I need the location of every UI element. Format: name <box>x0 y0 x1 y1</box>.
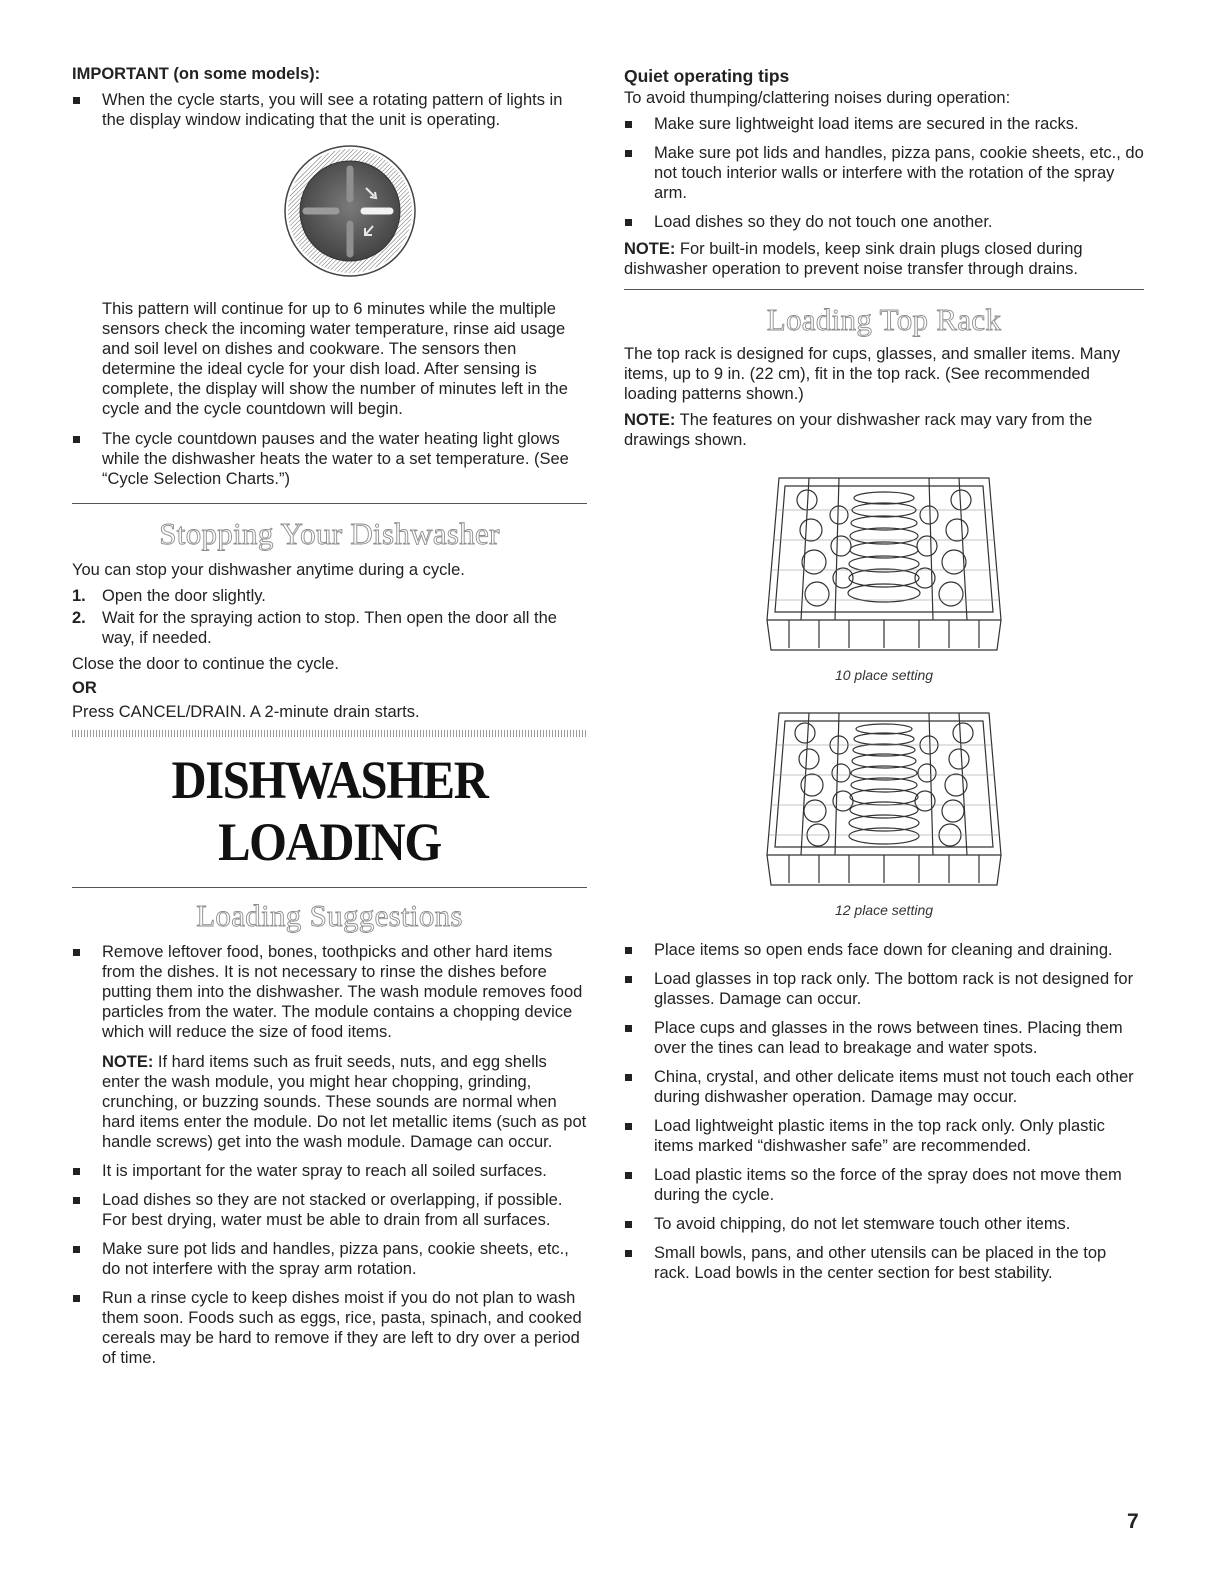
display-figure <box>72 144 587 283</box>
divider <box>72 887 587 888</box>
or-label: OR <box>72 679 97 697</box>
loading-suggestions-title: Loading Suggestions <box>196 898 463 933</box>
important-heading: IMPORTANT (on some models): <box>72 65 321 83</box>
note-hard-items <box>102 1052 587 1152</box>
top-rack-bullet: Load lightweight plastic items in the top rack only. Only plastic items marked “dishwasher safe” are recommended. <box>624 1116 1144 1156</box>
quiet-bullet: Make sure lightweight load items are secured in the racks. <box>624 114 1144 134</box>
top-rack-intro: The top rack is designed for cups, glasses, and smaller items. Many items, up to 9 in. (22 cm), fit in the top rack. (See recommended loading patterns shown.) <box>624 345 1121 403</box>
bullet-pot-lids: Make sure pot lids and handles, pizza pans, cookie sheets, etc., do not interfere with the spray arm rotation. <box>72 1239 587 1279</box>
left-column <box>72 62 587 1377</box>
quiet-tips-title: Quiet operating tips <box>624 66 790 86</box>
bullet-countdown-pauses: The cycle countdown pauses and the water heating light glows while the dishwasher heats the water to a set temperature. (See “Cycle Selection Charts.”) <box>72 429 587 489</box>
right-column <box>624 62 1144 1292</box>
rack-figure-12 <box>624 705 1144 918</box>
step-number: 2. <box>72 609 86 627</box>
step-text: Wait for the spraying action to stop. Then open the door all the way, if needed. <box>102 609 557 647</box>
note-text: For built-in models, keep sink drain plugs closed during dishwasher operation to prevent noise transfer through drains. <box>624 240 1083 278</box>
note-label: NOTE: <box>624 411 676 429</box>
caption-10-place: 10 place setting <box>834 667 934 683</box>
top-rack-bullet: Place cups and glasses in the rows between tines. Placing them over the tines can lead to breakage and water spots. <box>624 1018 1144 1058</box>
step-text: Open the door slightly. <box>102 587 266 605</box>
top-rack-bullet: Load glasses in top rack only. The bottom rack is not designed for glasses. Damage can occur. <box>624 969 1144 1009</box>
page-number: 7 <box>1127 1510 1139 1533</box>
bullet-remove-leftover: Remove leftover food, bones, toothpicks and other hard items from the dishes. It is not necessary to rinse the dishes before putting them into the dishwasher. The wash module removes food particles from the water. The module contains a chopping device which will reduce the size of food items. <box>72 942 587 1042</box>
divider <box>72 503 587 504</box>
pattern-paragraph: This pattern will continue for up to 6 minutes while the multiple sensors check the incoming water temperature, rinse aid usage and soil level on dishes and cookware. The sensors then determine the ideal cycle for your dish load. After sensing is complete, the display will show the number of minutes left in the cycle and the cycle countdown will begin. <box>102 300 568 418</box>
divider <box>624 289 1144 290</box>
note-text: If hard items such as fruit seeds, nuts, and egg shells enter the wash module, you might hear chopping, grinding, crunching, or buzzing sounds. These sounds are normal when hard items enter the module. Do not let metallic items (such as pot handle screws) get into the wash module. Damage can occur. <box>102 1053 587 1151</box>
close-door-text: Close the door to continue the cycle. <box>72 655 339 673</box>
stopping-intro: You can stop your dishwasher anytime during a cycle. <box>72 561 465 579</box>
stopping-section-title: Stopping Your Dishwasher <box>159 516 500 551</box>
rack-10-place-setting-illustration <box>759 470 1009 660</box>
top-rack-bullet: Place items so open ends face down for cleaning and draining. <box>624 940 1144 960</box>
note-text: The features on your dishwasher rack may vary from the drawings shown. <box>624 411 1093 449</box>
rack-figure-10 <box>624 470 1144 683</box>
rotating-lights-display-icon <box>278 144 422 278</box>
top-rack-bullet: Load plastic items so the force of the spray does not move them during the cycle. <box>624 1165 1144 1205</box>
bullet-not-stacked: Load dishes so they are not stacked or overlapping, if possible. For best drying, water must be able to drain from all surfaces. <box>72 1190 587 1230</box>
note-label: NOTE: <box>102 1053 154 1071</box>
caption-12-place: 12 place setting <box>834 902 934 918</box>
quiet-bullet: Load dishes so they do not touch one another. <box>624 212 1144 232</box>
top-rack-note <box>624 410 1144 450</box>
top-rack-bullet: China, crystal, and other delicate items must not touch each other during dishwasher operation. Damage may occur. <box>624 1067 1144 1107</box>
top-rack-bullet: Small bowls, pans, and other utensils can be placed in the top rack. Load bowls in the center section for best stability. <box>624 1243 1144 1283</box>
quiet-note <box>624 239 1144 279</box>
quiet-intro: To avoid thumping/clattering noises during operation: <box>624 89 1011 107</box>
step-2 <box>72 608 587 648</box>
quiet-bullet: Make sure pot lids and handles, pizza pans, cookie sheets, etc., do not touch interior walls or interfere with the rotation of the spray arm. <box>624 143 1144 203</box>
bullet-rotating-lights: When the cycle starts, you will see a rotating pattern of lights in the display window indicating that the unit is operating. <box>72 90 587 130</box>
press-cancel-text: Press CANCEL/DRAIN. A 2-minute drain starts. <box>72 703 420 721</box>
bullet-rinse-cycle: Run a rinse cycle to keep dishes moist if you do not plan to wash them soon. Foods such as eggs, rice, pasta, spinach, and cooked cereals may be hard to remove if they are left to dry over a period of time. <box>72 1288 587 1368</box>
dishwasher-loading-title: DISHWASHER LOADING <box>171 750 488 872</box>
top-rack-bullets <box>624 940 1144 1283</box>
top-rack-bullet: To avoid chipping, do not let stemware touch other items. <box>624 1214 1144 1234</box>
note-label: NOTE: <box>624 240 676 258</box>
rack-12-place-setting-illustration <box>759 705 1009 895</box>
step-1 <box>72 586 587 606</box>
top-rack-title: Loading Top Rack <box>766 302 1002 337</box>
hatched-divider <box>72 730 587 737</box>
bullet-water-spray: It is important for the water spray to reach all soiled surfaces. <box>72 1161 587 1181</box>
step-number: 1. <box>72 587 86 605</box>
